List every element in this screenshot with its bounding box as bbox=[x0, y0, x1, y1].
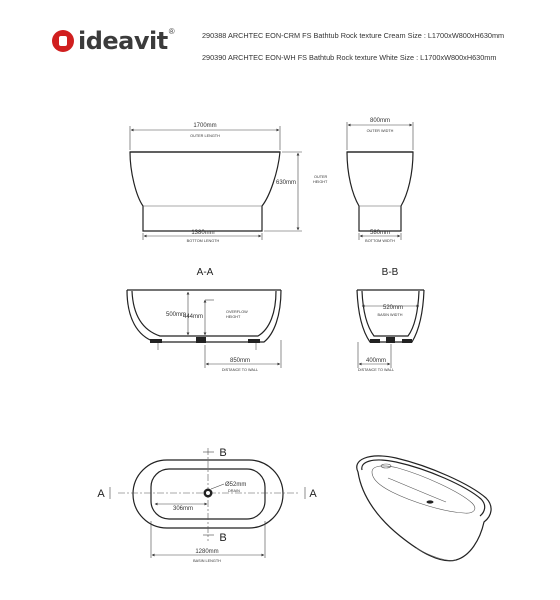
side-elevation-view bbox=[347, 118, 413, 243]
section-bb-drain-fitting bbox=[386, 337, 395, 343]
bb-distance-to-wall-value: 400mm bbox=[365, 358, 387, 364]
section-bb-leveller-left bbox=[370, 339, 380, 343]
bottom-width-value: 580mm bbox=[369, 230, 391, 236]
overflow-caption-1: OVERFLOW bbox=[226, 310, 248, 314]
section-b-marker-bottom: B bbox=[219, 532, 227, 544]
logo-text: ideavit bbox=[78, 27, 168, 55]
bottom-width-caption: BOTTOM WIDTH bbox=[365, 239, 395, 243]
outer-width-caption: OUTER WIDTH bbox=[366, 129, 394, 133]
perspective-rim-top bbox=[362, 460, 485, 516]
outer-height-caption-1: OUTER bbox=[314, 175, 328, 179]
bb-distance-to-wall-caption: DISTANCE TO WALL bbox=[357, 368, 395, 372]
section-aa-inner-wall bbox=[132, 291, 276, 336]
overflow-height-value: 444mm bbox=[182, 314, 203, 320]
front-elevation-view bbox=[130, 123, 328, 243]
section-bb-title: B-B bbox=[381, 267, 399, 278]
section-aa-leveller-left bbox=[150, 339, 162, 343]
depth-value: 500mm bbox=[165, 312, 186, 318]
bottom-length-caption: BOTTOM LENGTH bbox=[186, 239, 220, 243]
drain-offset-value: 306mm bbox=[172, 506, 194, 512]
outer-width-value: 800mm bbox=[369, 118, 391, 124]
section-aa-leveller-right bbox=[248, 339, 260, 343]
section-a-marker-left: A bbox=[97, 488, 105, 500]
basin-width-caption: BASIN WIDTH bbox=[377, 313, 403, 317]
outer-length-value: 1700mm bbox=[193, 123, 217, 129]
registered-mark: ® bbox=[168, 26, 175, 36]
side-tub-outline bbox=[347, 152, 413, 231]
product-line-white: 290390 ARCHTEC EON-WH FS Bathtub Rock texture White Size : L1700xW800xH630mm bbox=[202, 53, 497, 62]
drain-caption: DRAIN bbox=[228, 489, 240, 493]
basin-width-value: 520mm bbox=[382, 305, 404, 311]
perspective-outer-shell bbox=[357, 456, 491, 561]
bottom-length-value: 1380mm bbox=[191, 230, 215, 236]
basin-length-value: 1280mm bbox=[195, 549, 219, 555]
front-tub-outline bbox=[130, 152, 280, 231]
drain-diameter-value: Ø52mm bbox=[225, 482, 247, 488]
outer-height-caption-2: HEIGHT bbox=[313, 180, 328, 184]
outer-length-caption: OUTER LENGTH bbox=[190, 134, 220, 138]
plan-view bbox=[97, 447, 317, 563]
aa-distance-to-wall-value: 850mm bbox=[229, 358, 251, 364]
overflow-caption-2: HEIGHT bbox=[226, 315, 241, 319]
basin-length-caption: BASIN LENGTH bbox=[193, 559, 221, 563]
section-a-marker-right: A bbox=[309, 488, 317, 500]
perspective-drain-icon bbox=[427, 500, 434, 503]
section-bb-view bbox=[357, 267, 424, 372]
section-bb-leveller-right bbox=[402, 339, 412, 343]
section-aa-drain-fitting bbox=[196, 337, 206, 343]
perspective-inner-floor bbox=[388, 478, 446, 502]
aa-distance-to-wall-caption: DISTANCE TO WALL bbox=[221, 368, 259, 372]
section-b-marker-top: B bbox=[219, 447, 227, 459]
product-line-cream: 290388 ARCHTEC EON-CRM FS Bathtub Rock texture Cream Size : L1700xW800xH630mm bbox=[202, 31, 505, 40]
drain-center-icon bbox=[206, 491, 210, 495]
perspective-inner-basin bbox=[372, 466, 475, 513]
section-aa-outer-wall bbox=[127, 290, 281, 342]
outer-height-value: 630mm bbox=[275, 180, 296, 186]
perspective-view bbox=[357, 456, 491, 561]
section-aa-view bbox=[127, 267, 281, 372]
section-aa-title: A-A bbox=[196, 267, 214, 278]
